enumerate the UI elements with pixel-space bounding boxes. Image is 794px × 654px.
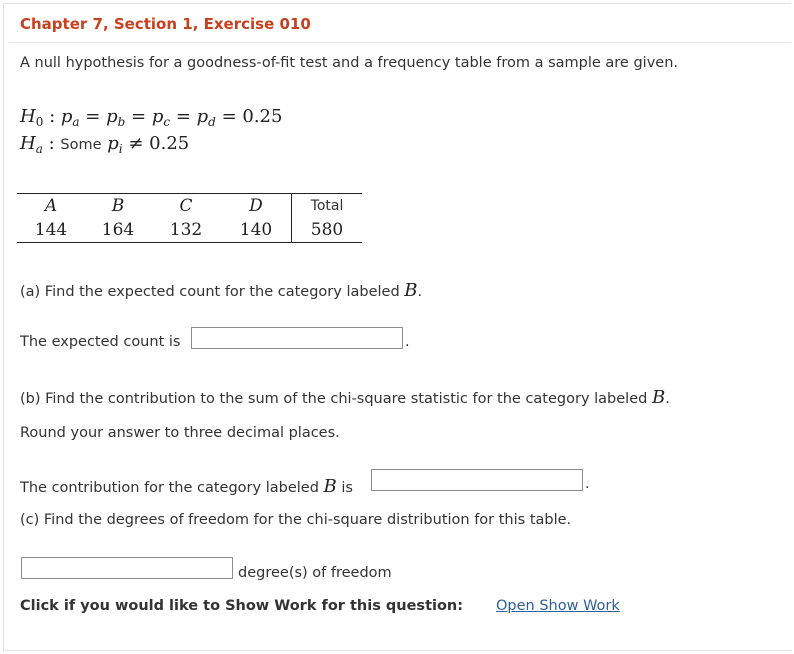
part-a-question: (a) Find the expected count for the category labeled B. — [20, 280, 423, 301]
value-total: 580 — [292, 218, 363, 243]
table-header-row — [17, 194, 362, 219]
degrees-of-freedom-suffix: degree(s) of freedom — [238, 565, 392, 581]
expected-count-input[interactable] — [191, 327, 403, 349]
header-d: D — [221, 194, 292, 219]
alternative-hypothesis: $H_a$ : Some $p_i \ne 0.25$ — [20, 133, 190, 156]
part-a-question-text: (a) Find the expected count for the category labeled — [20, 284, 400, 300]
value-b: 164 — [85, 218, 151, 243]
open-show-work-link[interactable]: Open Show Work — [496, 598, 620, 614]
frequency-table — [17, 193, 362, 243]
value-c: 132 — [151, 218, 221, 243]
part-a-category: B — [404, 280, 418, 301]
null-hypothesis: $H_0$ : $p_a = p_b = p_c = p_d = 0.25$ — [20, 106, 283, 129]
part-b-prompt-after: is — [341, 480, 353, 496]
part-b-question-text: (b) Find the contribution to the sum of the chi-square statistic for the category labeled — [20, 391, 648, 407]
exercise-title: Chapter 7, Section 1, Exercise 010 — [20, 15, 311, 33]
contribution-input[interactable] — [371, 469, 583, 491]
part-a-answer-prompt: The expected count is — [20, 334, 181, 350]
value-a: 144 — [17, 218, 85, 243]
value-d: 140 — [221, 218, 292, 243]
header-total: Total — [292, 194, 363, 219]
header-c: C — [151, 194, 221, 219]
part-a-period: . — [405, 334, 410, 350]
h0-value: 0.25 — [242, 106, 283, 127]
part-b-period: . — [585, 476, 590, 492]
header-a: A — [17, 194, 85, 219]
part-b-prompt-before: The contribution for the category labeled — [20, 480, 319, 496]
part-b-category: B — [651, 387, 666, 408]
part-b-answer-prompt — [20, 476, 353, 497]
intro-text: A null hypothesis for a goodness-of-fit test and a frequency table from a sample are given. — [20, 55, 678, 71]
ha-value: 0.25 — [149, 133, 190, 154]
title-divider — [9, 42, 791, 43]
header-b: B — [85, 194, 151, 219]
show-work-prompt: Click if you would like to Show Work for this question: — [20, 598, 464, 614]
part-b-prompt-category: B — [323, 476, 337, 497]
degrees-of-freedom-input[interactable] — [21, 557, 233, 579]
part-b-instruction: Round your answer to three decimal places. — [20, 425, 340, 441]
part-b-question: (b) Find the contribution to the sum of the chi-square statistic for the category labeled B. — [20, 387, 670, 408]
table-values-row — [17, 218, 362, 243]
part-c-question: (c) Find the degrees of freedom for the chi-square distribution for this table. — [20, 512, 572, 528]
ha-some-label: Some — [60, 137, 102, 153]
